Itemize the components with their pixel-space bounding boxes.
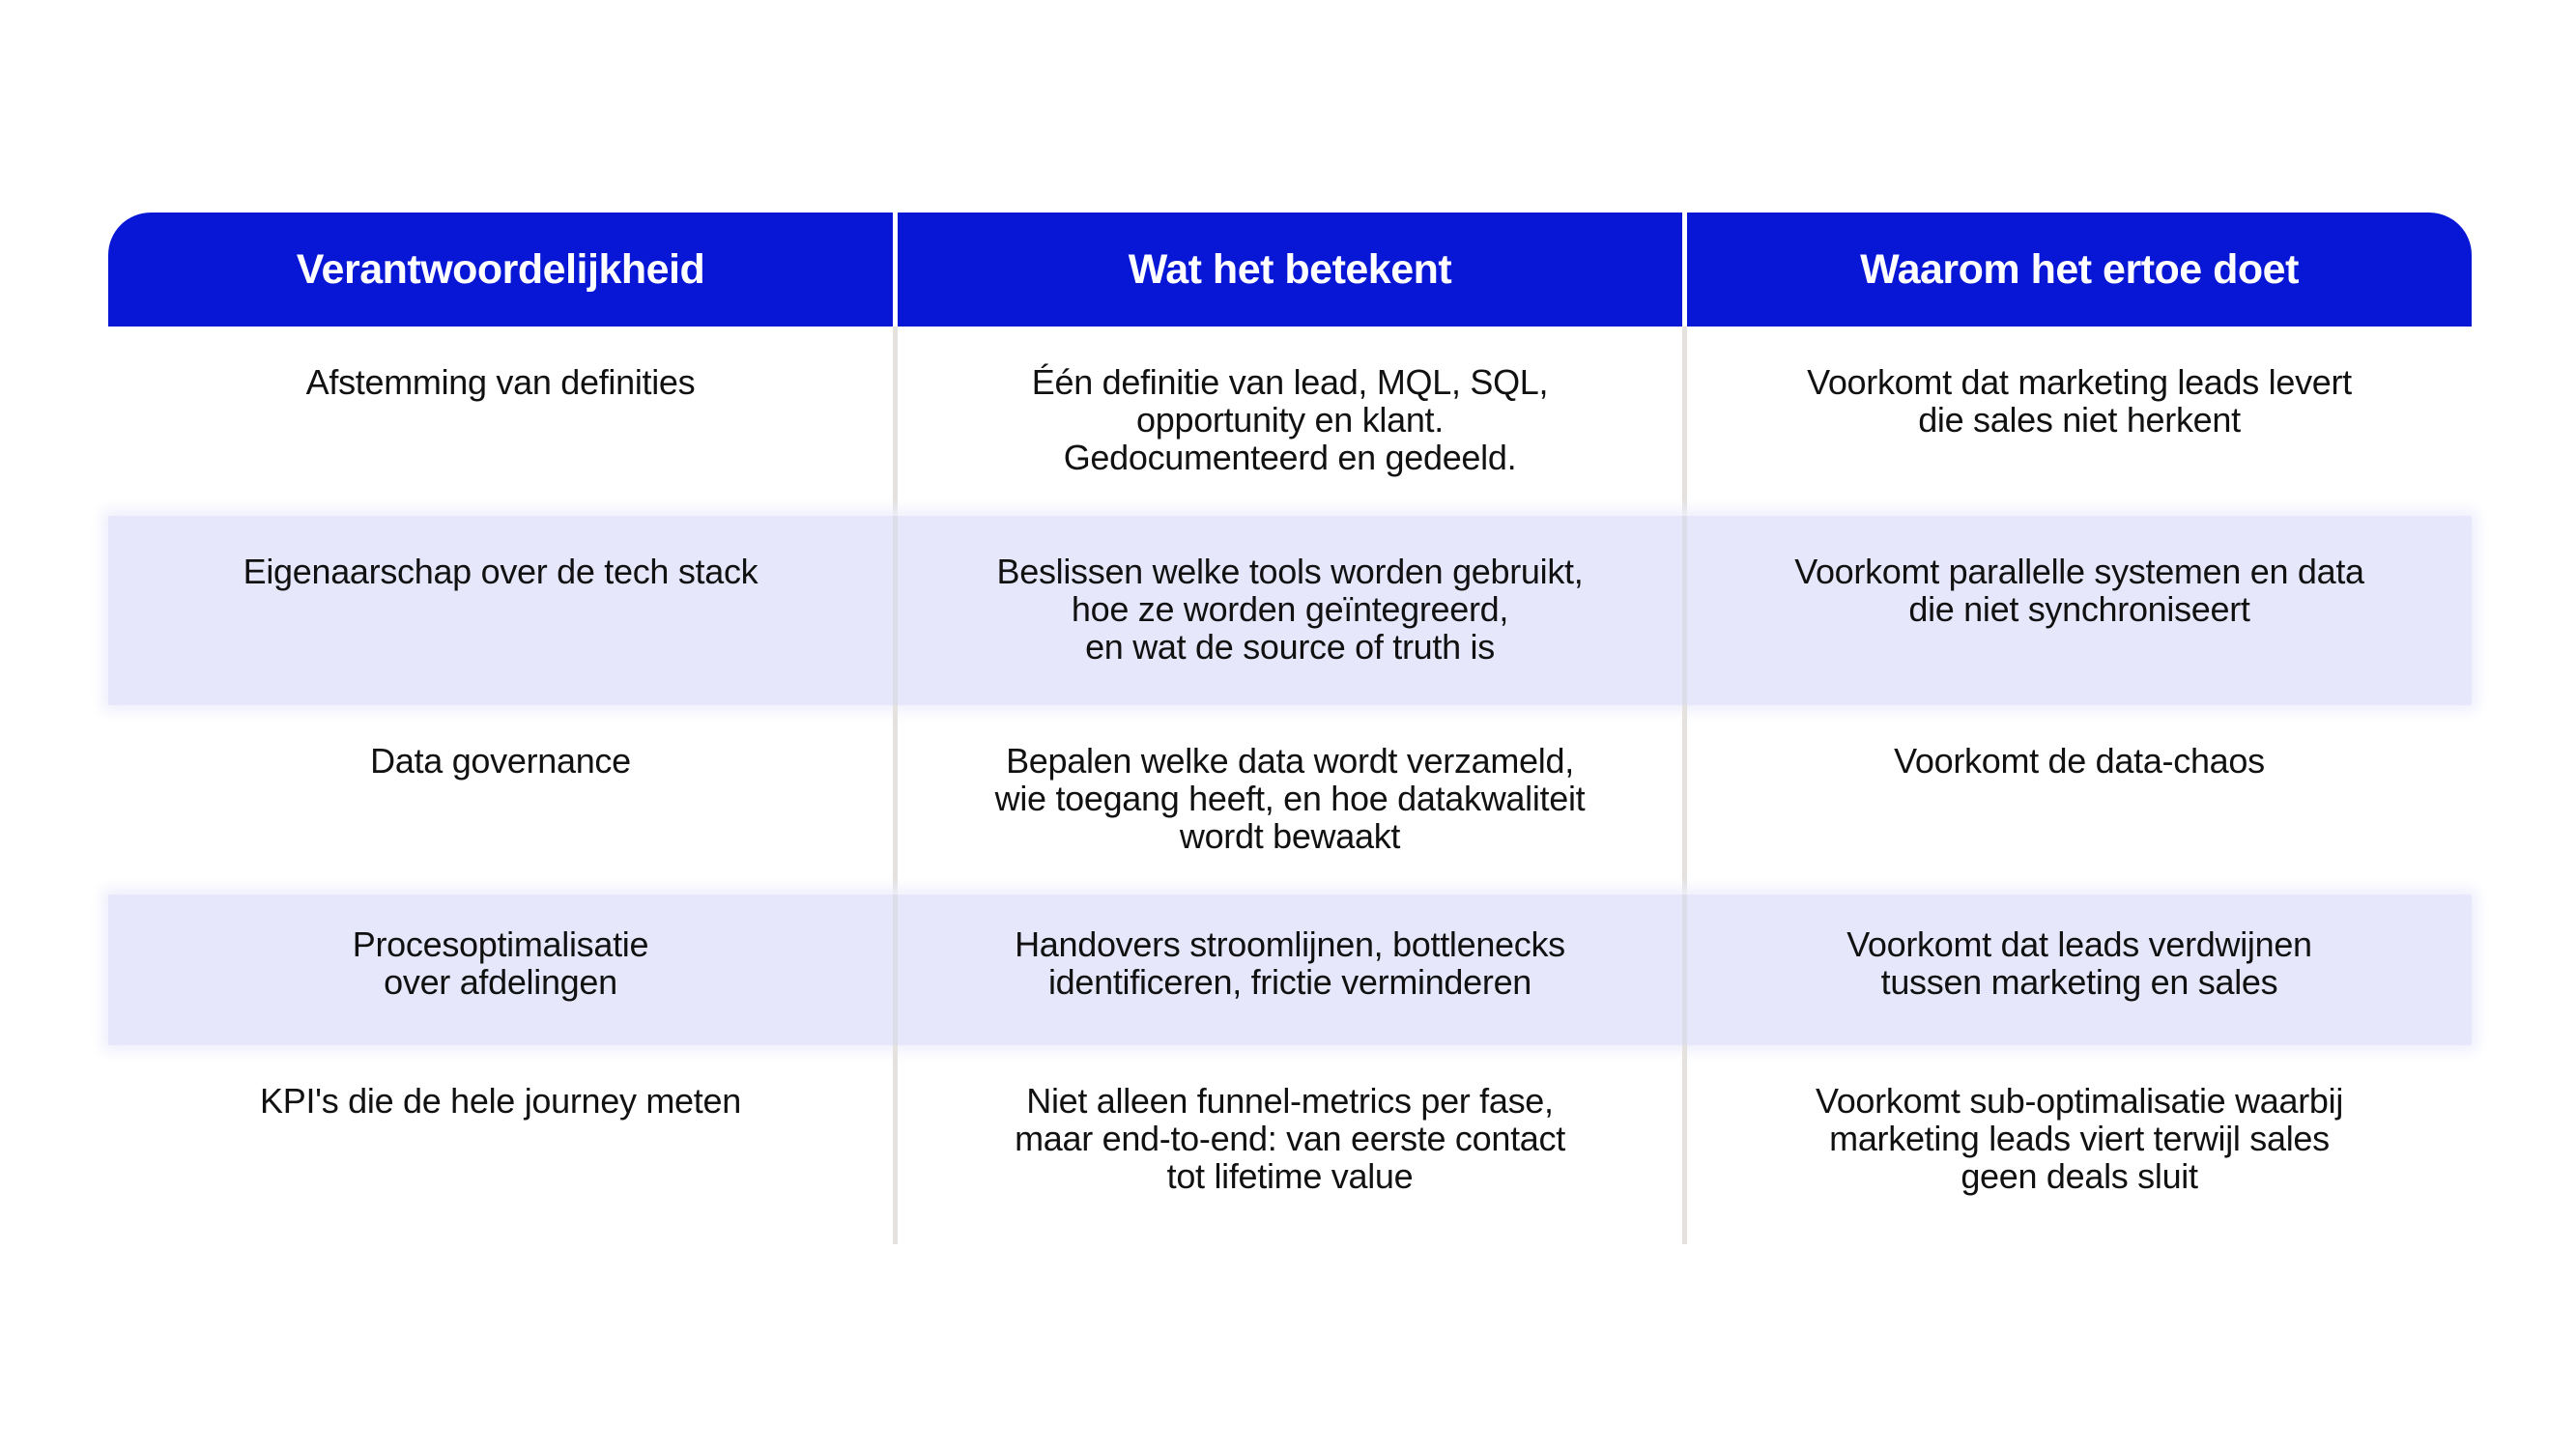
table-row: [108, 705, 2472, 895]
cell-responsibility: Procesoptimalisatie over afdelingen: [352, 924, 649, 1002]
cell-meaning: Beslissen welke tools worden gebruikt, hoe ze worden geïntegreerd, en wat de source of truth is: [996, 552, 1584, 667]
cell-meaning: Handovers stroomlijnen, bottlenecks identificeren, frictie verminderen: [1015, 924, 1565, 1002]
header-meaning: Wat het betekent: [1128, 245, 1452, 293]
header-responsibility: Verantwoordelijkheid: [296, 245, 705, 293]
cell-responsibility: Eigenaarschap over de tech stack: [243, 552, 758, 591]
table-header: [108, 213, 2472, 327]
cell-meaning: Bepalen welke data wordt verzameld, wie toegang heeft, en hoe datakwaliteit wordt bewaakt: [994, 741, 1586, 856]
table-row: [108, 327, 2472, 516]
table-row: [108, 1045, 2472, 1244]
cell-responsibility: KPI's die de hele journey meten: [260, 1081, 741, 1121]
table-body: [108, 327, 2472, 1244]
cell-why-it-matters: Voorkomt parallelle systemen en data die niet synchroniseert: [1794, 552, 2364, 629]
cell-meaning: Één definitie van lead, MQL, SQL, opportunity en klant. Gedocumenteerd en gedeeld.: [1031, 362, 1549, 477]
responsibilities-table: [108, 213, 2472, 1244]
cell-why-it-matters: Voorkomt dat marketing leads levert die sales niet herkent: [1807, 362, 2352, 440]
table-row: [108, 895, 2472, 1045]
cell-why-it-matters: Voorkomt de data-chaos: [1894, 741, 2265, 781]
header-why-it-matters: Waarom het ertoe doet: [1860, 245, 2299, 293]
cell-responsibility: Afstemming van definities: [305, 362, 696, 402]
cell-meaning: Niet alleen funnel-metrics per fase, maar end-to-end: van eerste contact tot lifetime value: [1015, 1081, 1565, 1196]
table-row: [108, 516, 2472, 705]
cell-why-it-matters: Voorkomt sub-optimalisatie waarbij marketing leads viert terwijl sales geen deals sluit: [1815, 1081, 2344, 1196]
cell-why-it-matters: Voorkomt dat leads verdwijnen tussen marketing en sales: [1846, 924, 2312, 1002]
cell-responsibility: Data governance: [370, 741, 631, 781]
